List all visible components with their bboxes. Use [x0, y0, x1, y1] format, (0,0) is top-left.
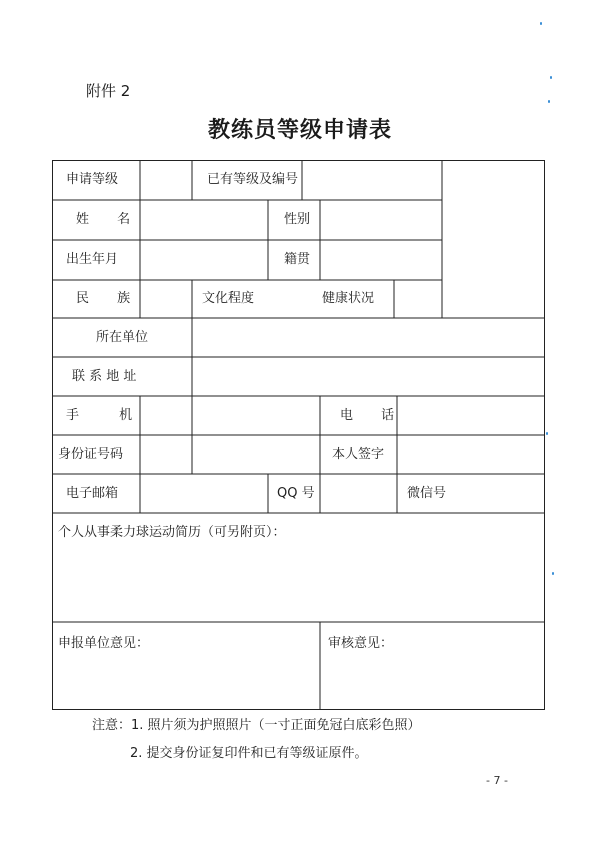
scan-speck [550, 76, 552, 79]
label-address: 联 系 地 址 [72, 369, 137, 384]
table-grid [52, 160, 545, 710]
label-gender: 性别 [284, 212, 311, 227]
label-unit-opinion: 申报单位意见： [58, 636, 150, 651]
label-wechat: 微信号 [407, 486, 447, 501]
label-birth: 出生年月 [66, 252, 119, 267]
label-existing-level: 已有等级及编号 [207, 172, 299, 187]
label-work-unit: 所在单位 [96, 330, 149, 345]
note-photo: 注意：1. 照片须为护照照片（一寸正面免冠白底彩色照） [92, 718, 421, 733]
label-email: 电子邮箱 [66, 486, 119, 501]
label-health: 健康状况 [322, 291, 375, 306]
scan-speck [552, 572, 554, 575]
note-documents: 2. 提交身份证复印件和已有等级证原件。 [130, 746, 368, 761]
attachment-label: 附件 2 [86, 82, 131, 100]
label-ethnicity: 民 族 [76, 291, 143, 306]
label-education: 文化程度 [202, 291, 255, 306]
label-signature: 本人签字 [332, 447, 385, 462]
label-id-number: 身份证号码 [58, 447, 124, 462]
label-mobile: 手 机 [66, 408, 151, 423]
label-qq: QQ 号 [277, 486, 315, 501]
label-review-opinion: 审核意见： [328, 636, 394, 651]
page-number: - 7 - [486, 774, 508, 787]
label-resume: 个人从事柔力球运动简历（可另附页）： [58, 525, 286, 540]
scan-speck [546, 432, 548, 435]
form-title: 教练员等级申请表 [207, 117, 392, 143]
application-form-table [52, 160, 545, 710]
scan-speck [540, 22, 542, 25]
label-apply-level: 申请等级 [66, 172, 119, 187]
label-phone: 电 话 [340, 408, 407, 423]
scan-speck [548, 100, 550, 103]
label-name: 姓 名 [76, 212, 143, 227]
label-origin: 籍贯 [284, 252, 311, 267]
